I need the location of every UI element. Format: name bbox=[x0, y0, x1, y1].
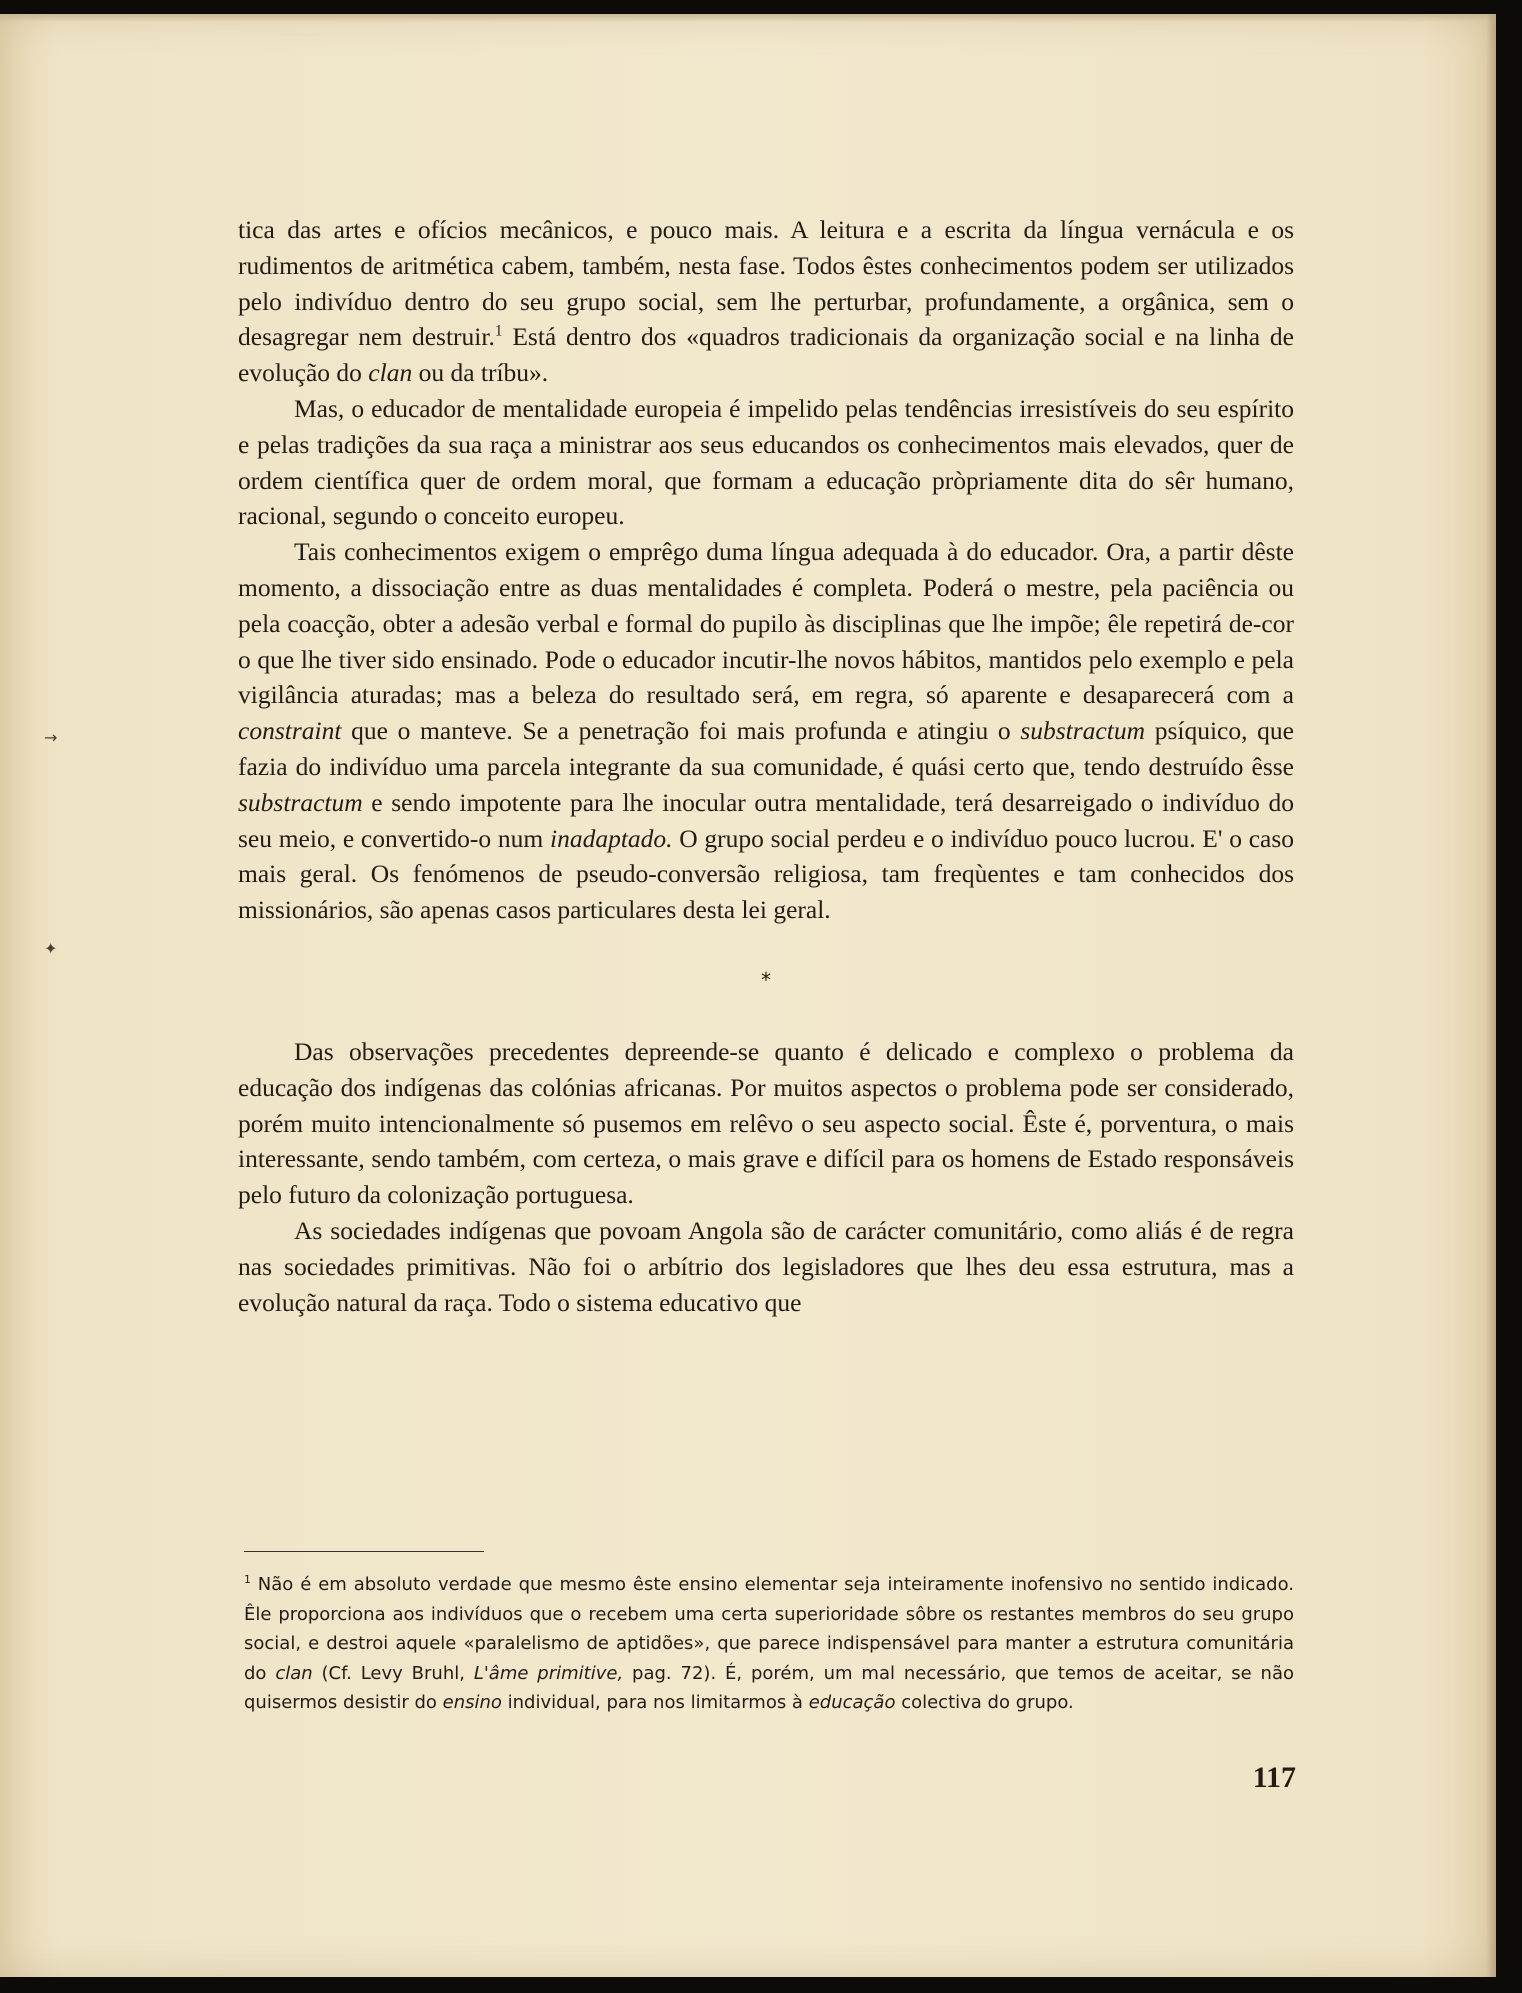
footnote-ensino: ensino bbox=[442, 1692, 502, 1713]
binding-mark-lower: ✦ bbox=[44, 939, 58, 958]
paragraph-3-text-e: O grupo social perdeu e o indivíduo pouco lucrou. E' o caso mais geral. Os fenómenos de pseudo-conversão religiosa, tam freqùentes e tam conhecidos dos missionários, são apenas casos particulares desta lei geral. bbox=[238, 823, 1295, 925]
paragraph-3-constraint: constraint bbox=[238, 716, 342, 746]
footnote-text-b: (Cf. Levy Bruhl, bbox=[312, 1662, 474, 1684]
paragraph-1-clan: clan bbox=[368, 358, 413, 388]
paragraph-4: Das observações precedentes depreende-se quanto é delicado e complexo o problema da educação dos indígenas das colónias africanas. Por muitos aspectos o problema pode ser considerado, porém muito intencionalmente só pusemos em relêvo o seu aspecto social. Êste é, porventura, o mais interessante, sendo também, com certeza, o mais grave e difícil para os homens de Estado responsáveis pelo futuro da colonização portuguesa. bbox=[238, 1036, 1294, 1210]
paragraph-3-text-a: Tais conhecimentos exigem o emprêgo duma língua adequada à do educador. Ora, a partir dêste momento, a dissociação entre as duas mentalidades é completa. Poderá o mestre, pela paciência ou pela coacção, obter a adesão verbal e formal do pupilo às disciplinas que lhe impõe; êle repetirá de-cor o que lhe tiver sido ensinado. Pode o educador incutir-lhe novos hábitos, mantidos pelo exemplo e pela vigilância aturadas; mas a beleza do resultado será, em regra, só aparente e desaparecerá com a bbox=[238, 537, 1294, 710]
footnote bbox=[244, 1570, 1294, 1718]
footnote-book-title: L'âme primitive, bbox=[473, 1662, 624, 1684]
footnote-text-c: pag. 72). É, porém, um mal necessário, que temos de aceitar, se não quisermos desistir do bbox=[244, 1662, 1294, 1713]
footnote-text-a: Não é em absoluto verdade que mesmo êste ensino elementar seja inteiramente inofensivo no sentido indicado. Êle proporciona aos indivíduos que o recebem uma certa superioridade sôbre os restantes membros do seu grupo social, e destroi aquele «paralelismo de aptidões», que parece indispensável para manter a estrutura comunitária do bbox=[244, 1574, 1294, 1684]
paragraph-1-text-b: Está dentro dos «quadros tradicionais da organização social e na linha de evolução do bbox=[238, 322, 1294, 388]
footnote-number: 1 bbox=[244, 1573, 251, 1586]
paragraph-3-inadaptado: inadaptado. bbox=[549, 823, 673, 853]
paragraph-1-text-a: tica das artes e ofícios mecânicos, e pouco mais. A leitura e a escrita da língua vernácula e os rudimentos de aritmética cabem, também, nesta fase. Todos êstes conhecimentos podem ser utilizados pelo indivíduo dentro do seu grupo social, sem lhe perturbar, profundamente, a orgânica, sem o desagregar nem destruir. bbox=[238, 215, 1294, 352]
paragraph-3-text-b: que o manteve. Se a penetração foi mais profunda e atingiu o bbox=[341, 716, 1021, 746]
paragraph-1 bbox=[238, 212, 1294, 391]
footnote-educacao: educação bbox=[808, 1692, 896, 1713]
footnote-clan: clan bbox=[275, 1662, 313, 1684]
paragraph-3-text-c: psíquico, que fazia do indivíduo uma parcela integrante da sua comunidade, é quási certo que, tendo destruído êsse bbox=[238, 716, 1294, 781]
binding-mark-upper: → bbox=[44, 728, 58, 747]
footnote-text-e: colectiva do grupo. bbox=[895, 1692, 1074, 1713]
main-text bbox=[238, 212, 1294, 1320]
paragraph-1-text-c: ou da tríbu». bbox=[412, 358, 549, 388]
footnote-reference: 1 bbox=[494, 322, 503, 340]
footnote-divider bbox=[244, 1551, 484, 1552]
paragraph-3-substractum-1: substractum bbox=[1020, 716, 1146, 746]
page-top-edge bbox=[0, 14, 1496, 22]
footnote-text-d: individual, para nos limitarmos à bbox=[501, 1692, 809, 1713]
paragraph-3-substractum-2: substractum bbox=[238, 787, 363, 817]
paragraph-3-text-d: e sendo impotente para lhe inocular outra mentalidade, terá desarreigado o indivíduo do seu meio, e convertido-o num bbox=[238, 787, 1294, 853]
paragraph-2: Mas, o educador de mentalidade europeia é impelido pelas tendências irresistíveis do seu espírito e pelas tradições da sua raça a ministrar aos seus educandos os conhecimentos mais elevados, quer de ordem científica quer de ordem moral, que formam a educação pròpriamente dita do sêr humano, racional, segundo o conceito europeu. bbox=[238, 393, 1294, 531]
paragraph-5: As sociedades indígenas que povoam Angola são de carácter comunitário, como aliás é de regra nas sociedades primitivas. Não foi o arbítrio dos legisladores que lhes deu essa estrutura, mas a evolução natural da raça. Todo o sistema educativo que bbox=[238, 1215, 1294, 1317]
page-number: 117 bbox=[1252, 1761, 1296, 1794]
section-separator: * bbox=[761, 967, 771, 992]
book-page bbox=[0, 14, 1496, 1977]
page-right-edge bbox=[1486, 14, 1496, 1977]
paragraph-3 bbox=[238, 534, 1294, 928]
